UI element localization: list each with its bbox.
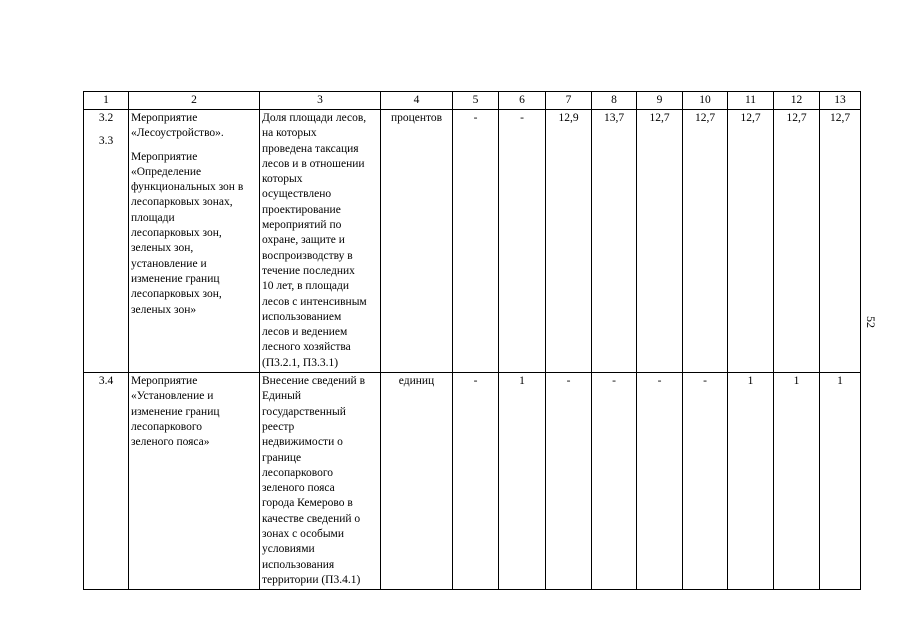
header-cell: 9	[637, 92, 683, 110]
row-number: 3.2	[98, 112, 114, 124]
indicator-cell: Доля площади лесов, на которых проведена таксация лесов и в отношении которых осуществлено проектирование мероприятий по охране, защите и воспроизводству в течение последних 10 лет, в площади лесов с интенсивным использованием лесов и ведением лесного хозяйства (П3.2.1, П3.3.1)	[260, 110, 381, 373]
value-cell: 1	[728, 373, 774, 590]
header-cell: 7	[546, 92, 592, 110]
value-cell: -	[592, 373, 637, 590]
header-cell: 5	[453, 92, 499, 110]
page-number: 52	[864, 316, 878, 328]
event-text: Мероприятие «Лесоустройство».	[131, 112, 224, 140]
event-cell	[129, 110, 260, 373]
table-row	[84, 373, 861, 590]
value-cell: 12,7	[637, 110, 683, 373]
value-cell: 12,7	[820, 110, 861, 373]
header-cell: 4	[381, 92, 453, 110]
value-cell: -	[453, 373, 499, 590]
header-cell: 12	[774, 92, 820, 110]
header-cell: 10	[683, 92, 728, 110]
indicator-cell: Внесение сведений в Единый государственный реестр недвижимости о границе лесопаркового зеленого пояса города Кемерово в качестве сведений о зонах с особыми условиями использования территории (П3.4.1)	[260, 373, 381, 590]
header-cell: 1	[84, 92, 129, 110]
value-cell: -	[637, 373, 683, 590]
table-row	[84, 110, 861, 373]
header-cell: 2	[129, 92, 260, 110]
unit-cell: процентов	[381, 110, 453, 373]
value-cell: 1	[499, 373, 546, 590]
value-cell: 12,9	[546, 110, 592, 373]
value-cell: 13,7	[592, 110, 637, 373]
header-cell: 11	[728, 92, 774, 110]
header-cell: 13	[820, 92, 861, 110]
value-cell: -	[683, 373, 728, 590]
row-number: 3.3	[98, 135, 114, 148]
unit-cell: единиц	[381, 373, 453, 590]
header-row	[84, 92, 861, 110]
event-text: Мероприятие «Определение функциональных зон в лесопарковых зонах, площади лесопарковых зон, зеленых зон, установление и изменение границ лесопарковых зон, зеленых зон»	[131, 150, 244, 316]
value-cell: -	[499, 110, 546, 373]
event-cell: Мероприятие «Установление и изменение границ лесопаркового зеленого пояса»	[129, 373, 260, 590]
value-cell: -	[546, 373, 592, 590]
value-cell: 12,7	[774, 110, 820, 373]
value-cell: 1	[820, 373, 861, 590]
header-cell: 3	[260, 92, 381, 110]
header-cell: 6	[499, 92, 546, 110]
value-cell: 1	[774, 373, 820, 590]
value-cell: -	[453, 110, 499, 373]
indicators-table	[83, 91, 861, 590]
value-cell: 12,7	[728, 110, 774, 373]
header-cell: 8	[592, 92, 637, 110]
value-cell: 12,7	[683, 110, 728, 373]
row-number: 3.4	[84, 373, 129, 590]
row-number-cell	[84, 110, 129, 373]
